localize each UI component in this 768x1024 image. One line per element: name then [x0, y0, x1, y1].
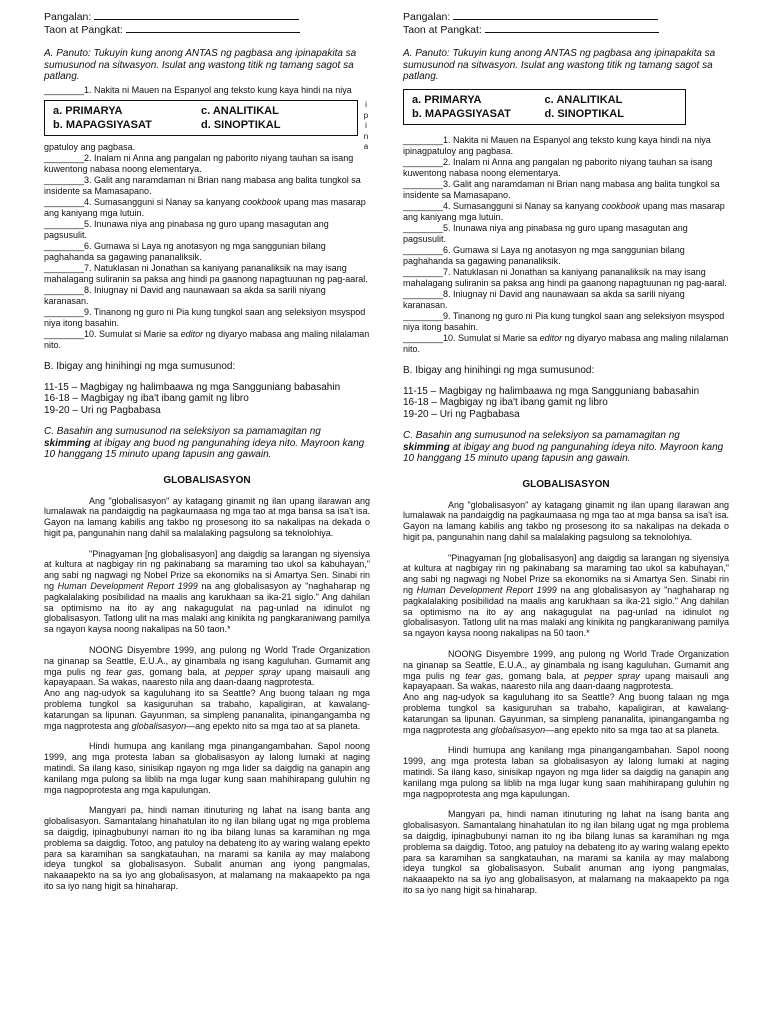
part-c-instruction: C. Basahin ang sumusunod na seleksiyon sa pamamagitan ng skimming at ibigay ang buod ng pangunahing ideya nito. Mayroon kang 10 hanggang 15 minuto upang tapusin ang gawain.: [44, 426, 365, 460]
article-p6: Mangyari pa, hindi naman itinuturing ng lahat na isang banta ang globalisasyon. Samantalang hinahatulan ito ng ilan bilang ugat ng mga problema sa daigdig, ipinagbubunyi naman ito ng iba bilang lunas sa karamihan ng mga problema sa daigdig. Totoo, ang patuloy na debateng ito ay waring walang epekto para sa karamihan sa sangkatauhan, na marami sa kanila ay may malabong ideya tungkol sa globalisasyon. Subalit anuman ang iyong pangmalas, nakaaapekto na sa iyo ang globalisasyon, at malamang na makaapekto pa nga ito sa iyo nang higit sa hinaharap.: [44, 805, 370, 891]
year-blank[interactable]: [126, 23, 300, 33]
item-4: ________4. Sumasangguni si Nanay sa kanyang cookbook upang mas masarap ang kaniyang mga lutuin.: [44, 196, 366, 218]
item-6: ________6. Gumawa si Laya ng anotasyon ng mga sanggunian bilang paghahanda sa gagawing pananaliksik.: [44, 240, 326, 262]
choices-box: [403, 89, 686, 125]
part-b-line: 11-15 – Magbigay ng halimbaawa ng mga Sangguniang babasahin: [44, 381, 341, 393]
item-8: ________8. Iniugnay ni David ang naunawaan sa akda sa sarili niyang karanasan.: [403, 288, 685, 310]
name-line: [44, 10, 370, 23]
article-p5: Hindi humupa ang kanilang mga pinangangambahan. Sapol noong 1999, ang mga protesta laban sa globalisasyon ay lalong lumaki at naging matindi. Sa ilang kaso, sinisikap ngayon ng mga lider sa daigdig na ganapin ang kanilang mga pulong sa liblib na mga lugar kung saan mahihirapang guluhin ng mga nagpoprotesta ang mga kapulungan.: [403, 745, 729, 799]
item-10: ________10. Sumulat si Marie sa editor ng diyaryo mabasa ang maling nilalaman nito.: [403, 332, 729, 354]
part-b-heading: B. Ibigay ang hinihingi ng mga sumusunod:: [44, 360, 236, 372]
article-title: GLOBALISASYON: [522, 478, 610, 490]
article-p5: Hindi humupa ang kanilang mga pinangangambahan. Sapol noong 1999, ang mga protesta laban sa globalisasyon ay lalong lumaki at naging matindi. Sa ilang kaso, sinisikap ngayon ng mga lider sa daigdig na ganapin ang kanilang mga pulong sa liblib na mga lugar kung saan mahihirapang guluhin ng mga nagpoprotesta ang mga kapulungan.: [44, 741, 370, 795]
choice-b: b. MAPAGSIYASAT: [412, 107, 511, 120]
choice-a: a. PRIMARYA: [53, 104, 123, 117]
article-p4: Ano ang nag-udyok sa kaguluhang ito sa Seattle? Ang buong talaan ng mga problema tungkol sa kasiguruhan sa trabaho, kapaligiran, at kawalang-katarungan sa lipunan. Gayunman, sa simpleng pananalita, ipinangangamba ng mga nagprotesta ang globalisasyon—ang epekto nito sa mga tao at sa planeta.: [44, 688, 370, 731]
worksheet-left: [44, 10, 370, 902]
item-1-wrap: ________1. Nakita ni Mauen na Espanyol ang teksto kung kaya hindi na niya: [44, 84, 352, 95]
article-p6: Mangyari pa, hindi naman itinuturing ng lahat na isang banta ang globalisasyon. Samantalang hinahatulan ito ng ilan bilang ugat ng mga problema sa daigdig, ipinagbubunyi naman ito ng iba bilang lunas sa karamihan ng mga problema sa daigdig. Totoo, ang patuloy na debateng ito ay waring walang epekto para sa karamihan sa sangkatauhan, na marami sa kanila ay may malabong ideya tungkol sa globalisasyon. Subalit anuman ang iyong pangmalas, nakaaapekto na sa iyo ang globalisasyon, at malamang na makaapekto pa nga ito sa iyo nang higit sa hinaharap.: [403, 809, 729, 895]
article-p3: NOONG Disyembre 1999, ang pulong ng World Trade Organization na ginanap sa Seattle, E.U.A., ay ginambala ng isang kaguluhan. Gumamit ang mga pulis ng tear gas, gomang bala, at pepper spray upang maisauli ang kapayapaan. Sa wakas, naaresto nila ang daan-daang nagprotesta.: [44, 645, 370, 688]
wrapped-letters: i p i n a: [363, 100, 369, 151]
item-5: ________5. Inunawa niya ang pinabasa ng guro upang masagutan ang pagsusulit.: [44, 218, 329, 240]
part-a-instruction: A. Panuto: Tukuyin kung anong ANTAS ng pagbasa ang ipinapakita sa sumusunod na sitwasyon. Isulat ang wastong titik ng tamang sagot sa patlang.: [403, 48, 716, 82]
item-1: ________1. Nakita ni Mauen na Espanyol ang teksto kung kaya hindi na niya ipinagpatuloy ang pagbasa.: [403, 134, 711, 156]
year-line: [403, 23, 729, 36]
part-b-line: 16-18 – Magbigay ng iba't ibang gamit ng libro: [44, 393, 249, 404]
item-9: ________9. Tinanong ng guro ni Pia kung tungkol saan ang seleksiyon msyspod niya itong basahin.: [44, 306, 366, 328]
part-a-instruction: A. Panuto: Tukuyin kung anong ANTAS ng pagbasa ang ipinapakita sa sumusunod na sitwasyon. Isulat ang wastong titik ng tamang sagot sa patlang.: [44, 48, 357, 82]
part-c-instruction: C. Basahin ang sumusunod na seleksiyon sa pamamagitan ng skimming at ibigay ang buod ng pangunahing ideya nito. Mayroon kang 10 hanggang 15 minuto upang tapusin ang gawain.: [403, 430, 724, 464]
item-1-rest: gpatuloy ang pagbasa.: [44, 141, 136, 152]
part-b-line: 11-15 – Magbigay ng halimbaawa ng mga Sangguniang babasahin: [403, 385, 700, 397]
choice-c: c. ANALITIKAL: [544, 93, 623, 106]
article-p1: Ang "globalisasyon" ay katagang ginamit ng ilan upang ilarawan ang lumalawak na pandaigdig na pagkaumaasa ng mga tao at mga bansa sa isa't isa. Gayon na lamang kabilis ang takbo ng prosesong ito sa nakalipas na dekada o higit pa, pangunahin nang dahil sa malalaking pagsulong sa teknolohiya.: [403, 499, 729, 542]
name-blank[interactable]: [94, 10, 299, 20]
part-b-line: 19-20 – Uri ng Pagbabasa: [403, 408, 520, 420]
item-2: ________2. Inalam ni Anna ang pangalan ng paborito niyang tauhan sa isang kuwentong nabasa noong elementarya.: [403, 156, 713, 178]
year-label: Taon at Pangkat:: [44, 24, 123, 36]
part-b-line: 19-20 – Uri ng Pagbabasa: [44, 404, 161, 416]
item-2: ________2. Inalam ni Anna ang pangalan ng paborito niyang tauhan sa isang kuwentong nabasa noong elementarya.: [44, 152, 354, 174]
article-p2: "Pinagyaman [ng globalisasyon] ang daigdig sa larangan ng siyensiya at kultura at nagbigay rin ng pakinabang sa maraming tao ukol sa kabuhayan," ang sabi ng nagwagi ng Nobel Prize sa ekonomiks na si Amartya Sen. Sinabi rin ng Human Development Report 1999 na ang globalisasyon ay "naghaharap ng pagkalalaking posibilidad na maalis ang karukhaan sa ika-21 siglo." Ang dahilan sa optimismo na ito ay ang nakagugulat na pag-unlad na idinulot ng globalisasyon. Tatlong ulit na mas malaki ang kinikita ng pangkaraniwang pamilya sa ngayon kaysa noong nakalipas na 50 taon.*: [44, 548, 371, 635]
article-p4: Ano ang nag-udyok sa kaguluhang ito sa Seattle? Ang buong talaan ng mga problema tungkol sa kasiguruhan sa trabaho, kapaligiran, at kawalang-katarungan sa lipunan. Gayunman, sa simpleng pananalita, ipinangangamba ng mga nagprotesta ang globalisasyon—ang epekto nito sa mga tao at sa planeta.: [403, 692, 729, 735]
name-line: [403, 10, 729, 23]
part-b-list: [44, 382, 370, 417]
choice-a: a. PRIMARYA: [412, 93, 482, 106]
choice-b: b. MAPAGSIYASAT: [53, 118, 152, 131]
article-p2: "Pinagyaman [ng globalisasyon] ang daigdig sa larangan ng siyensiya at kultura at nagbigay rin ng pakinabang sa maraming tao ukol sa kabuhayan," ang sabi ng nagwagi ng Nobel Prize sa ekonomiks na si Amartya Sen. Sinabi rin ng Human Development Report 1999 na ang globalisasyon ay "naghaharap ng pagkalalaking posibilidad na maalis ang karukhaan sa ika-21 siglo." Ang dahilan sa optimismo na ito ay ang nakagugulat na pag-unlad na idinulot ng globalisasyon. Tatlong ulit na mas malaki ang kinikita ng pangkaraniwang pamilya sa ngayon kaysa noong nakalipas na 50 taon.*: [403, 552, 730, 639]
year-line: [44, 23, 370, 36]
name-label: Pangalan:: [44, 11, 92, 23]
item-7: ________7. Natuklasan ni Jonathan sa kaniyang pananaliksik na may isang mahalagang suliranin sa paksa ang hindi pa gaanong napagtuunan ng pag-aaral.: [403, 266, 727, 288]
article-p3: NOONG Disyembre 1999, ang pulong ng World Trade Organization na ginanap sa Seattle, E.U.A., ay ginambala ng isang kaguluhan. Gumamit ang mga pulis ng tear gas, gomang bala, at pepper spray upang maisauli ang kapayapaan. Sa wakas, naaresto nila ang daan-daang nagprotesta.: [403, 649, 729, 692]
name-label: Pangalan:: [403, 11, 451, 23]
year-blank[interactable]: [485, 23, 659, 33]
article-title: GLOBALISASYON: [163, 474, 251, 486]
item-4: ________4. Sumasangguni si Nanay sa kanyang cookbook upang mas masarap ang kaniyang mga lutuin.: [403, 200, 725, 222]
choice-c: c. ANALITIKAL: [201, 104, 279, 117]
item-10: ________10. Sumulat si Marie sa editor ng diyaryo mabasa ang maling nilalaman nito.: [44, 328, 370, 350]
item-3: ________3. Galit ang naramdaman ni Brian nang mabasa ang balita tungkol sa insidente sa Mamasapano.: [44, 174, 361, 196]
choices-box: [44, 100, 358, 136]
name-blank[interactable]: [453, 10, 658, 20]
item-5: ________5. Inunawa niya ang pinabasa ng guro upang masagutan ang pagsusulit.: [403, 222, 688, 244]
item-6: ________6. Gumawa si Laya ng anotasyon ng mga sanggunian bilang paghahanda sa gagawing pananaliksik.: [403, 244, 685, 266]
item-7: ________7. Natuklasan ni Jonathan sa kaniyang pananaliksik na may isang mahalagang suliranin sa paksa ang hindi pa gaanong napagtuunan ng pag-aaral.: [44, 262, 368, 284]
year-label: Taon at Pangkat:: [403, 24, 482, 36]
item-3: ________3. Galit ang naramdaman ni Brian nang mabasa ang balita tungkol sa insidente sa Mamasapano.: [403, 178, 720, 200]
choice-d: d. SINOPTIKAL: [201, 118, 281, 131]
item-9: ________9. Tinanong ng guro ni Pia kung tungkol saan ang seleksiyon msyspod niya itong basahin.: [403, 310, 725, 332]
article-p1: Ang "globalisasyon" ay katagang ginamit ng ilan upang ilarawan ang lumalawak na pandaigdig na pagkaumaasa ng mga tao at mga bansa sa isa't isa. Gayon na lamang kabilis ang takbo ng prosesong ito sa nakalipas na dekada o higit pa, pangunahin nang dahil sa malalaking pagsulong sa teknolohiya.: [44, 495, 370, 538]
worksheet-right: [403, 10, 729, 906]
item-8: ________8. Iniugnay ni David ang naunawaan sa akda sa sarili niyang karanasan.: [44, 284, 326, 306]
part-b-heading: B. Ibigay ang hinihingi ng mga sumusunod:: [403, 364, 595, 376]
choice-d: d. SINOPTIKAL: [544, 107, 624, 120]
part-b-line: 16-18 – Magbigay ng iba't ibang gamit ng libro: [403, 397, 608, 408]
part-b-list: [403, 386, 729, 421]
